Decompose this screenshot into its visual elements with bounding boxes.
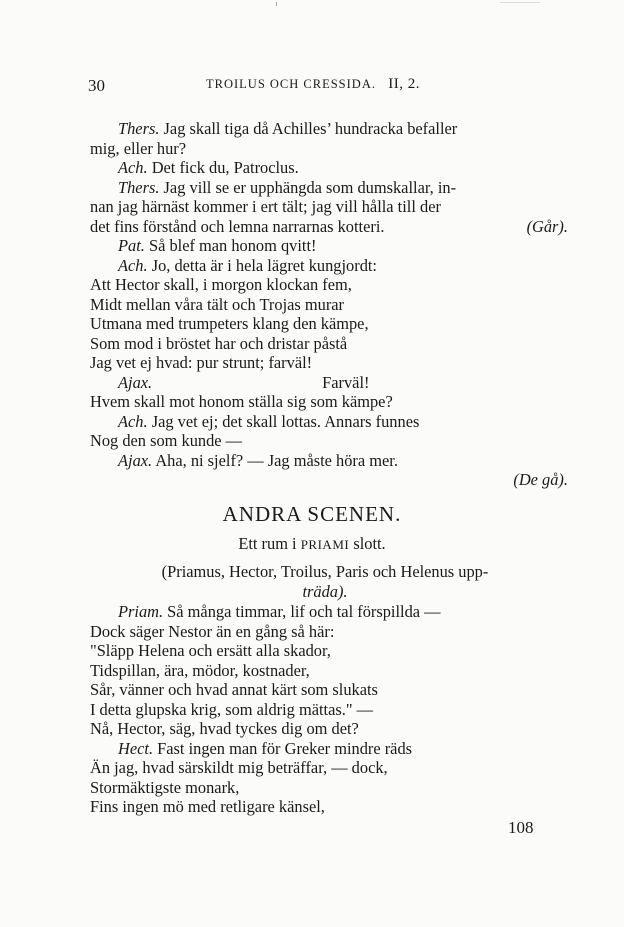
line-text: Farväl! <box>322 372 370 392</box>
text-line <box>90 217 568 237</box>
speaker-name: Ajax. <box>118 450 153 470</box>
line-text: Än jag, hvad särskildt mig beträffar, — dock, <box>90 758 388 777</box>
line-text: Midt mellan våra tält och Trojas murar <box>90 294 345 314</box>
line-text: Tidspillan, ära, mödor, kostnader, <box>90 660 310 680</box>
line-text: Jo, detta är i hela lägret kungjordt: <box>147 255 377 275</box>
page-number: 30 <box>88 76 105 95</box>
text-line <box>90 700 568 720</box>
line-text: Jag vill se er upphängda som dumskallar, in- <box>159 177 457 197</box>
line-text: Så många timmar, lif och tal förspillda — <box>163 602 441 621</box>
scene-title: ANDRA SCENEN. <box>222 502 402 526</box>
line-text: Jag skall tiga då Achilles’ hundracka befaller <box>159 119 458 138</box>
text-line <box>90 392 568 412</box>
line-text: I detta glupska krig, som aldrig mättas." — <box>90 699 374 719</box>
line-text: "Släpp Helena och ersätt alla skador, <box>90 641 331 660</box>
text-line <box>90 739 568 759</box>
line-text: Utmana med trumpeters klang den kämpe, <box>90 314 369 333</box>
line-text: nan jag härnäst kommer i ert tält; jag vill hålla till der <box>90 197 441 216</box>
line-text: Dock säger Nestor än en gång så här: <box>90 621 335 641</box>
signature-mark: 108 <box>508 818 534 837</box>
text-line <box>90 178 568 198</box>
cast-list: (Priamus, Hector, Troilus, Paris och Helenus upp- träda). <box>161 562 489 601</box>
text-line <box>90 602 568 622</box>
line-text: Sår, vänner och hvad annat kärt som slukats <box>90 680 378 699</box>
speaker-name: Hect. <box>118 738 154 758</box>
text-line <box>90 139 568 159</box>
scene-setting: Ett rum i PRIAMI slott. <box>238 534 386 553</box>
text-line <box>90 353 568 373</box>
text-line <box>90 451 568 471</box>
text-line <box>90 373 568 393</box>
text-line <box>90 119 568 139</box>
text-line <box>90 314 568 334</box>
text-line <box>90 431 568 451</box>
text-line <box>90 236 568 256</box>
line-text: Hvem skall mot honom ställa sig som kämpe? <box>90 392 393 411</box>
line-text: Det fick du, Patroclus. <box>147 158 299 177</box>
line-text: Att Hector skall, i morgon klockan fem, <box>90 275 352 294</box>
top-edge-marks <box>0 0 624 10</box>
speaker-name: Priam. <box>118 602 164 621</box>
line-text: Nog den som kunde — <box>90 431 243 450</box>
dialogue-block-1 <box>90 119 568 490</box>
line-text: Jag vet ej; det skall lottas. Annars funnes <box>147 411 420 431</box>
page-header <box>88 76 568 100</box>
speaker-name: Ach. <box>118 255 148 275</box>
text-line <box>90 622 568 642</box>
text-line <box>90 275 568 295</box>
text-line <box>90 641 568 661</box>
text-line <box>90 334 568 354</box>
speaker-name: Ajax. <box>118 372 153 392</box>
text-line <box>90 470 568 490</box>
text-line <box>90 256 568 276</box>
text-line <box>90 158 568 178</box>
line-text: Fast ingen man för Greker mindre räds <box>153 738 413 758</box>
dialogue-block-2 <box>90 602 568 817</box>
line-text: det fins förstånd och lemna narrarnas kotteri. <box>90 216 385 236</box>
text-line <box>90 680 568 700</box>
text-line <box>90 661 568 681</box>
speaker-name: Ach. <box>118 158 148 177</box>
text-line <box>90 412 568 432</box>
speaker-name: Ach. <box>118 411 148 431</box>
line-text: Nå, Hector, säg, hvad tyckes dig om det? <box>90 719 359 738</box>
text-line <box>90 719 568 739</box>
text-line <box>90 778 568 798</box>
text-line <box>90 797 568 817</box>
stage-direction: (Går). <box>526 216 568 236</box>
stage-direction: (De gå). <box>513 470 568 489</box>
text-line <box>90 295 568 315</box>
text-line <box>90 197 568 217</box>
line-text: Som mod i bröstet har och dristar påstå <box>90 333 348 353</box>
line-text: Stormäktigste monark, <box>90 777 240 797</box>
running-title: TROILUS OCH CRESSIDA. II, 2. <box>206 76 420 92</box>
line-text: Så blef man honom qvitt! <box>144 236 317 255</box>
line-text: Fins ingen mö med retligare känsel, <box>90 797 325 816</box>
text-line <box>90 758 568 778</box>
speaker-name: Pat. <box>118 236 145 255</box>
line-text: mig, eller hur? <box>90 138 187 158</box>
speaker-name: Thers. <box>118 177 160 197</box>
speaker-name: Thers. <box>118 119 160 138</box>
line-text: Aha, ni sjelf? — Jag måste höra mer. <box>152 450 398 470</box>
line-text: Jag vet ej hvad: pur strunt; farväl! <box>90 353 313 372</box>
